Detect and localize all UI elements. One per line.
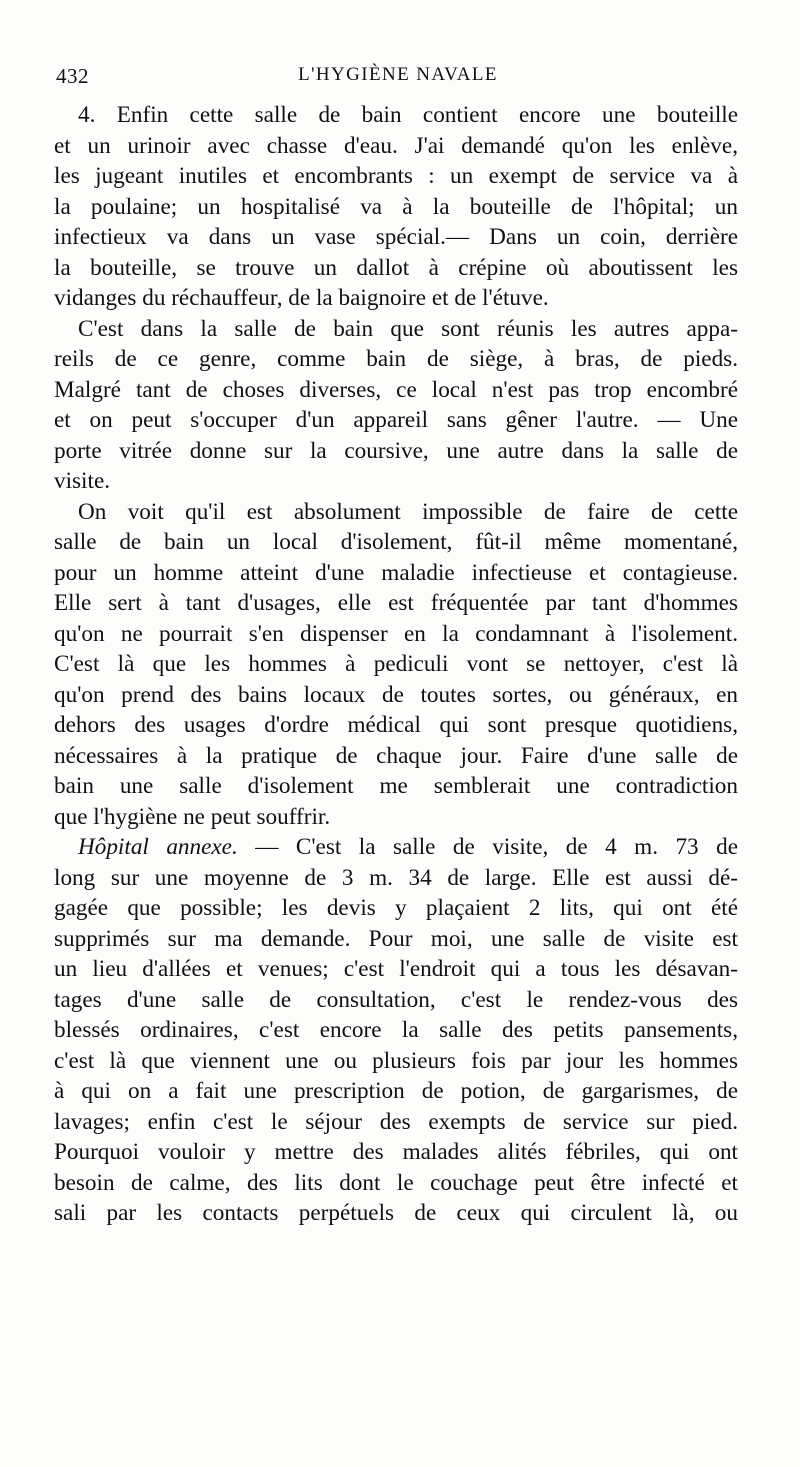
text-line: lavages; enfin c'est le séjour des exempts de service sur pied. [54,1108,738,1135]
text-line: supprimés sur ma demande. Pour moi, une salle de visite est [54,925,738,952]
text-line: et on peut s'occuper d'un appareil sans gêner l'autre. — Une [54,407,738,433]
text-line: Elle sert à tant d'usages, elle est fréquentée par tant d'hommes [54,590,738,616]
text-line: On voit qu'il est absolument impossible de faire de cette [78,498,738,525]
text-line: porte vitrée donne sur la coursive, une autre dans la salle de [54,437,738,464]
section-lead-italic: Hôpital annexe. [78,834,238,860]
text-line [54,832,738,863]
text-line: un lieu d'allées et venues; c'est l'endroit qui a tous les désavan- [54,956,738,982]
text-line: 4. Enfin cette salle de bain contient encore une bouteille [78,102,738,128]
text-line: que l'hygiène ne peut souffrir. [54,803,331,830]
text-line-rest: — C'est la salle de visite, de 4 m. 73 de [255,834,738,860]
text-line: reils de ce genre, comme bain de siège, à bras, de pieds. [54,346,738,372]
text-line: et un urinoir avec chasse d'eau. J'ai demandé qu'on les enlève, [54,132,738,159]
text-line: Pourquoi vouloir y mettre des malades alités fébriles, qui ont [54,1139,738,1165]
text-line: dehors des usages d'ordre médical qui sont presque quotidiens, [54,712,738,738]
text-line: salle de bain un local d'isolement, fût-il même momentané, [54,529,738,555]
text-line: Malgré tant de choses diverses, ce local n'est pas trop encombré [54,376,738,403]
text-line: blessés ordinaires, c'est encore la salle des petits pansements, [54,1017,738,1043]
text-line: pour un homme atteint d'une maladie infectieuse et contagieuse. [54,559,738,586]
running-head [56,64,740,94]
text-line: la bouteille, se trouve un dallot à crépine où aboutissent les [54,254,738,281]
text-line: C'est dans la salle de bain que sont réunis les autres appa- [78,315,738,342]
text-line: la poulaine; un hospitalisé va à la bouteille de l'hôpital; un [54,193,738,220]
text-line: bain une salle d'isolement me semblerait une contradiction [54,773,738,799]
text-line: à qui on a fait une prescription de potion, de gargarismes, de [54,1078,738,1104]
text-line: infectieux va dans un vase spécial.— Dans un coin, derrière [54,224,738,250]
body-text [54,100,738,1229]
running-title: L'HYGIÈNE NAVALE [298,64,498,85]
text-line: qu'on ne pourrait s'en dispenser en la condamnant à l'isolement. [54,620,738,647]
text-line: qu'on prend des bains locaux de toutes sortes, ou généraux, en [54,681,738,708]
text-line: gagée que possible; les devis y plaçaient 2 lits, qui ont été [54,895,738,921]
text-line: visite. [54,468,111,494]
text-line: besoin de calme, des lits dont le couchage peut être infecté et [54,1169,738,1196]
page-number: 432 [56,64,89,88]
text-line: long sur une moyenne de 3 m. 34 de large. Elle est aussi dé- [54,864,738,891]
text-line: tages d'une salle de consultation, c'est le rendez-vous des [54,986,738,1013]
text-line: c'est là que viennent une ou plusieurs fois par jour les hommes [54,1047,738,1074]
text-line: vidanges du réchauffeur, de la baignoire et de l'étuve. [54,285,549,311]
text-line: C'est là que les hommes à pediculi vont se nettoyer, c'est là [54,651,738,677]
text-line: les jugeant inutiles et encombrants : un exempt de service va à [54,163,738,189]
text-line: nécessaires à la pratique de chaque jour. Faire d'une salle de [54,742,738,769]
text-line: sali par les contacts perpétuels de ceux qui circulent là, ou [54,1200,738,1226]
